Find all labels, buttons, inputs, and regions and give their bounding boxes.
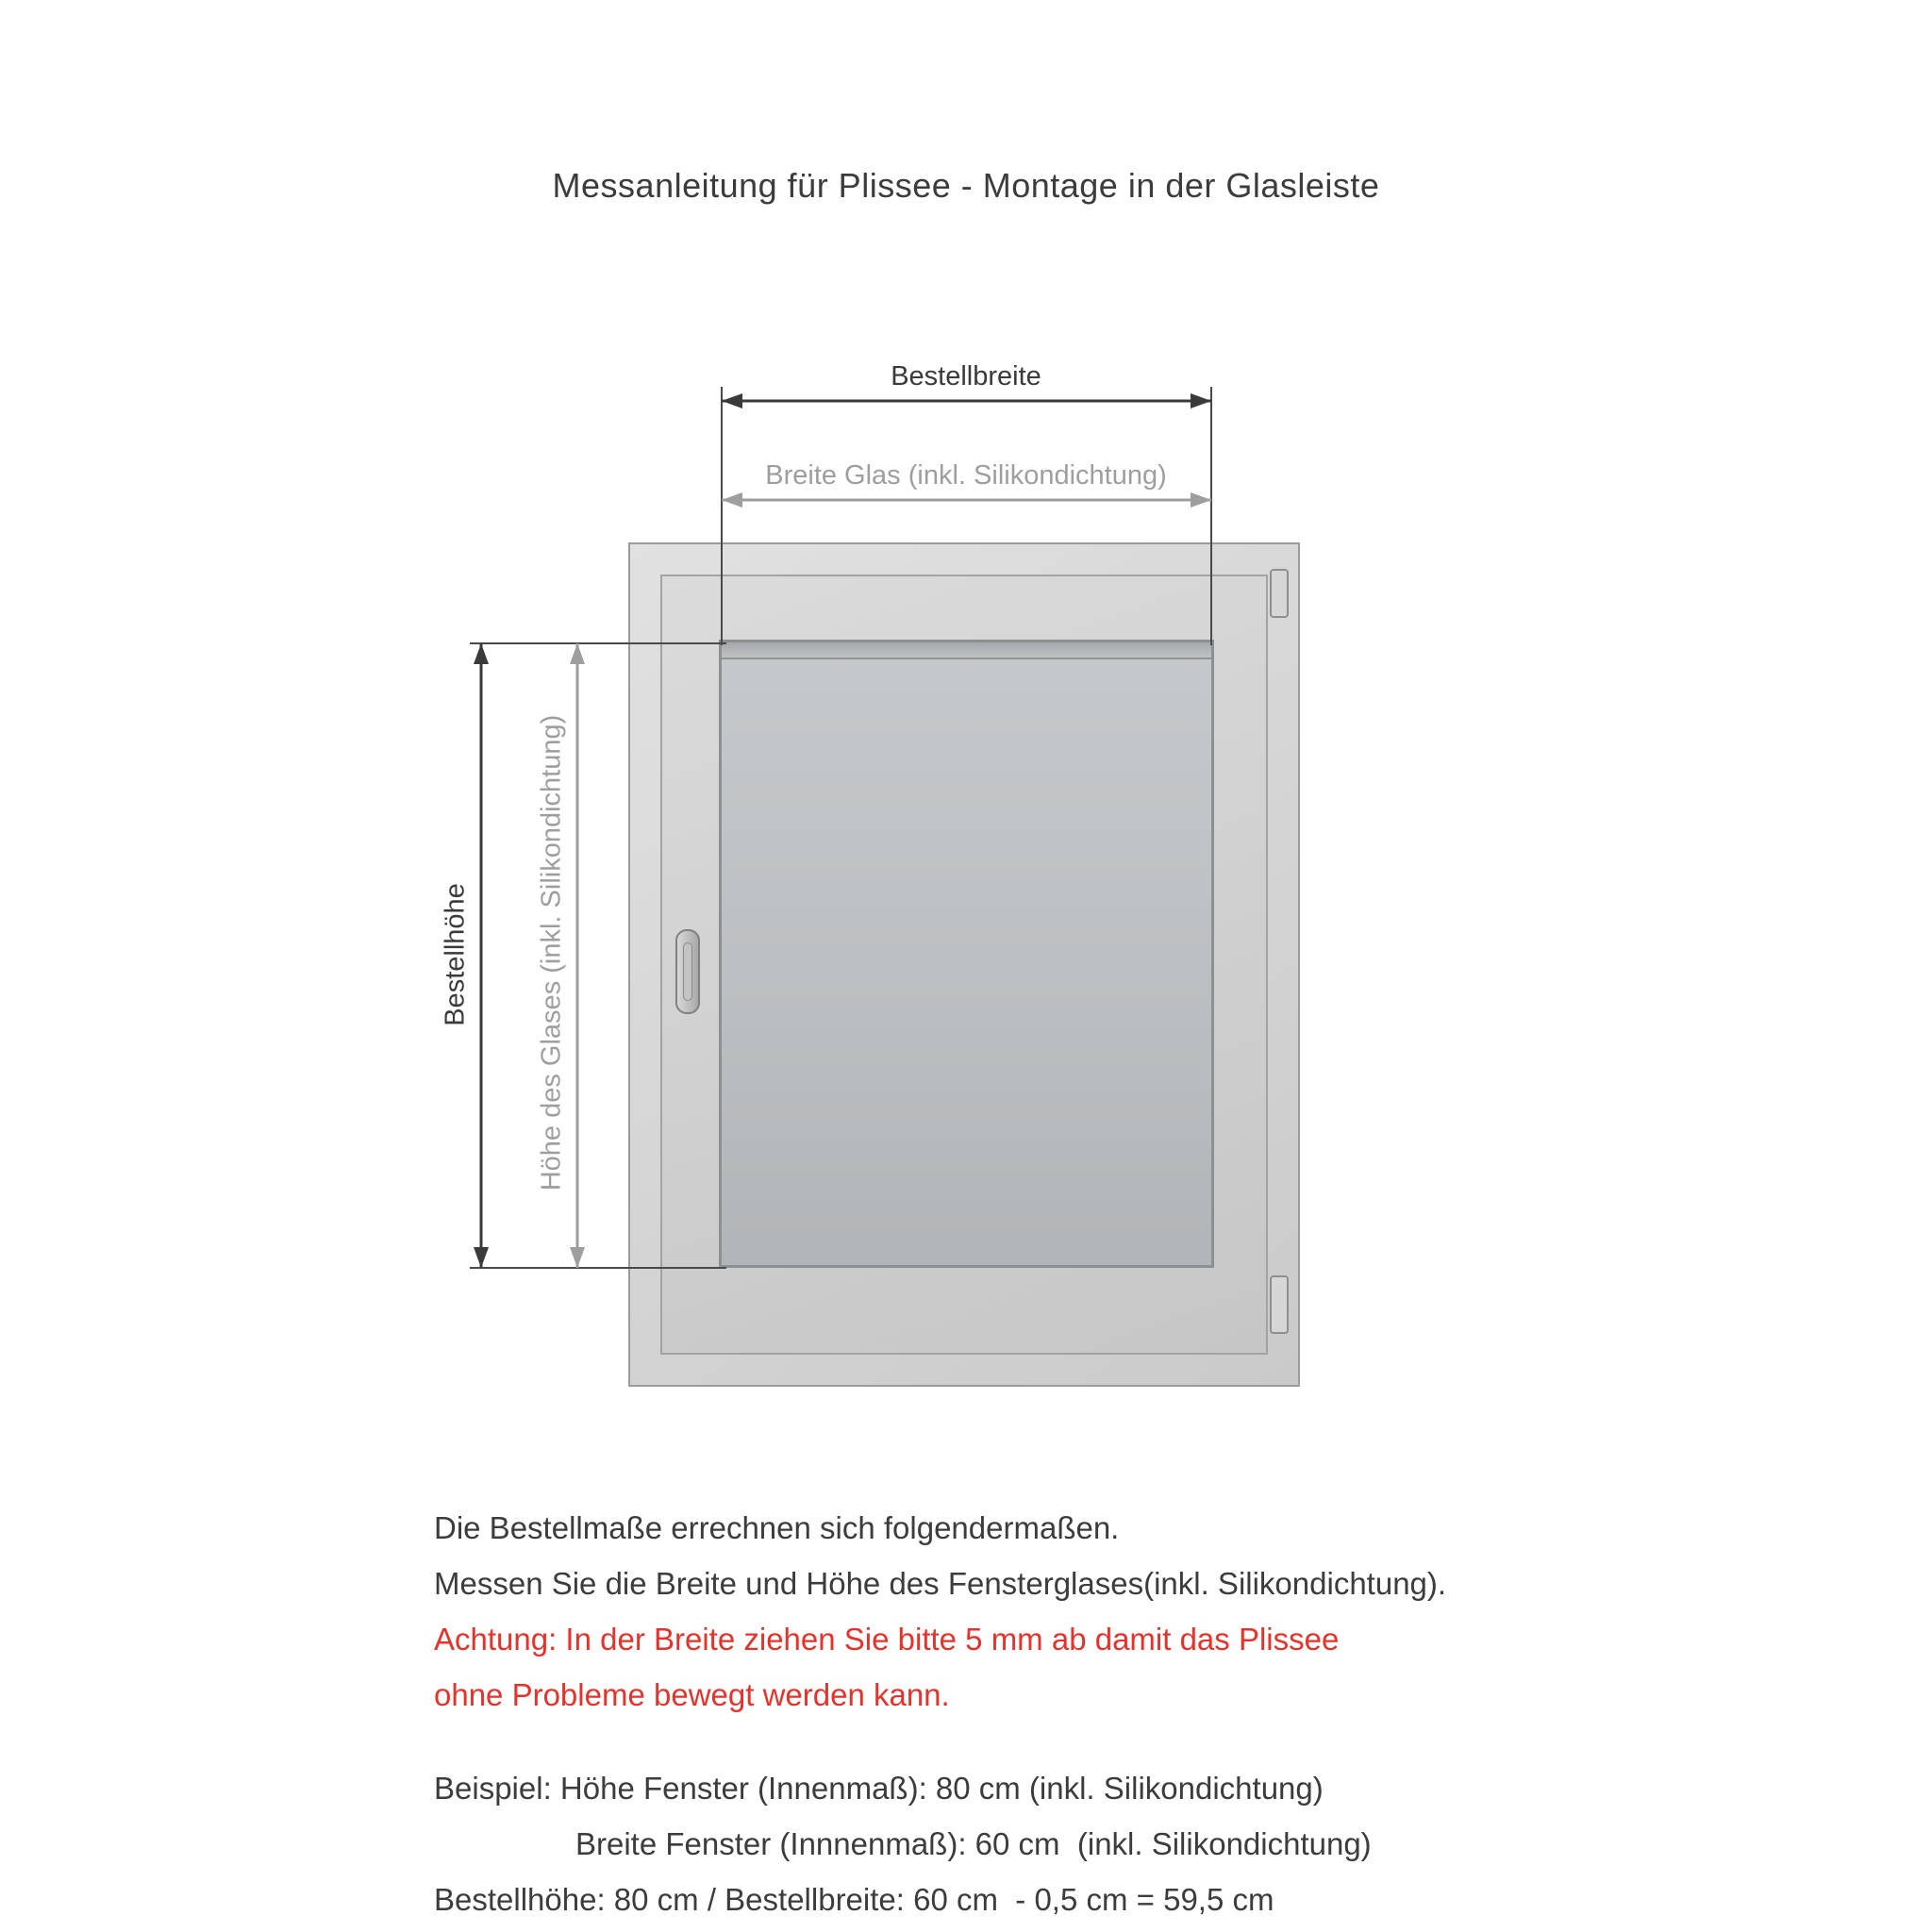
example-line-2: Breite Fenster (Innnenmaß): 60 cm (inkl. Silikondichtung) [575, 1826, 1372, 1861]
glass-width-label: Breite Glas (inkl. Silikondichtung) [765, 460, 1167, 491]
example-line-3: Bestellhöhe: 80 cm / Bestellbreite: 60 cm - 0,5 cm = 59,5 cm [434, 1882, 1274, 1917]
order-height-arrow [474, 643, 489, 1268]
window-handle-icon [675, 929, 700, 1014]
instructions-block [434, 1500, 1446, 1927]
window-handle-grip [683, 942, 692, 1001]
hinge-top-icon [1270, 569, 1289, 618]
window-glass [719, 640, 1214, 1268]
order-width-arrow [722, 393, 1211, 408]
warning-line-1: Achtung: In der Breite ziehen Sie bitte 5 mm ab damit das Plissee [434, 1622, 1340, 1657]
warning-line-2: ohne Probleme bewegt werden kann. [434, 1677, 950, 1712]
glazing-bead-top [722, 642, 1211, 659]
hinge-bottom-icon [1270, 1275, 1289, 1334]
glass-height-label: Höhe des Glases (inkl. Silikondichtung) [536, 714, 567, 1191]
instruction-line-2: Messen Sie die Breite und Höhe des Fensterglases(inkl. Silikondichtung). [434, 1566, 1447, 1601]
glass-width-arrow [722, 492, 1211, 508]
instruction-line-1: Die Bestellmaße errechnen sich folgendermaßen. [434, 1510, 1120, 1545]
glass-height-arrow [570, 643, 585, 1268]
page-title: Messanleitung für Plissee - Montage in der Glasleiste [552, 166, 1380, 205]
example-line-1: Beispiel: Höhe Fenster (Innenmaß): 80 cm (inkl. Silikondichtung) [434, 1771, 1324, 1806]
order-width-label: Bestellbreite [891, 361, 1041, 391]
order-height-label: Bestellhöhe [440, 883, 471, 1026]
